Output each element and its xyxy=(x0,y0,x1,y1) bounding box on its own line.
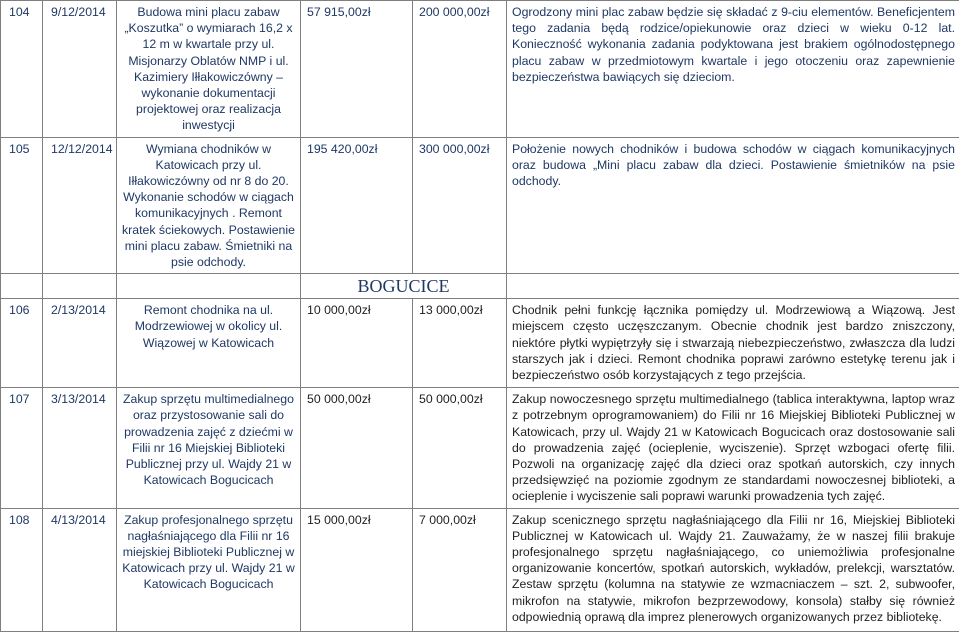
project-cost: 195 420,00zł xyxy=(301,137,413,274)
project-name: Zakup profesjonalnego sprzętu nagłaśniającego dla Filii nr 16 miejskiej Biblioteki Publicznej w Katowicach przy ul. Wajdy 21 w Katowicach Bogucicach xyxy=(117,508,301,631)
requested-amount: 50 000,00zł xyxy=(413,388,507,508)
project-description: Ogrodzony mini plac zabaw będzie się składać z 9-ciu elementów. Beneficjentem tego zadania będą rodzice/opiekunowie oraz dzieci w wieku 0-12 lat. Konieczność wykonania zadania podyktowana jest brakiem ogólnodostępnego placu zabaw w przedmiotowym kwartale i jego otoczeniu oraz zapewnienie bezpieczeństwa bawiących się dzieciom. xyxy=(507,1,959,138)
project-description xyxy=(507,274,959,299)
table-row xyxy=(1,388,959,508)
project-cost: 15 000,00zł xyxy=(301,508,413,631)
row-number: 104 xyxy=(1,1,43,138)
project-description: Położenie nowych chodników i budowa schodów w ciągach komunikacyjnych oraz budowa „Mini placu zabaw dla dzieci. Postawienie śmietników na psie odchody. xyxy=(507,137,959,274)
row-number: 107 xyxy=(1,388,43,508)
table-row xyxy=(1,508,959,631)
district-label: BOGUCICE xyxy=(357,276,449,296)
project-description: Zakup scenicznego sprzętu nagłaśniającego dla Filii nr 16, Miejskiej Biblioteki Publicznej w Katowicach ul. Wajdy 21. Zauważamy, że w naszej filii brakuje profesjonalnego sprzętu nagłaśniającego, co uniemożliwia profesjonalne organizowanie koncertów, spotkań autorskich, wykładów, prelekcji, warsztatów. Zestaw sprzętu (kolumna na statywie ze wzmacniaczem – szt. 2, subwoofer, mikrofon na statywie, mikrofon bezprzewodowy, konsola) stałby się również odpowiednią oprawą dla imprez plenerowych organizowanych przez bibliotekę. xyxy=(507,508,959,631)
project-name: Budowa mini placu zabaw „Koszutka” o wymiarach 16,2 x 12 m w kwartale przy ul. Misjonarzy Oblatów NMP i ul. Kazimiery Iłłakowiczówny – wykonanie dokumentacji projektowej oraz realizacja inwestycji xyxy=(117,1,301,138)
requested-amount: 200 000,00zł xyxy=(413,1,507,138)
table-row xyxy=(1,274,959,299)
requested-amount: 7 000,00zł xyxy=(413,508,507,631)
row-date: 3/13/2014 xyxy=(43,388,117,508)
district-header xyxy=(301,274,507,299)
requested-amount: 13 000,00zł xyxy=(413,299,507,388)
row-date: 4/13/2014 xyxy=(43,508,117,631)
project-cost: 50 000,00zł xyxy=(301,388,413,508)
project-name: Remont chodnika na ul. Modrzewiowej w okolicy ul. Wiązowej w Katowicach xyxy=(117,299,301,388)
project-name xyxy=(117,274,301,299)
table-row xyxy=(1,1,959,138)
row-date xyxy=(43,274,117,299)
project-cost: 57 915,00zł xyxy=(301,1,413,138)
project-name: Zakup sprzętu multimedialnego oraz przystosowanie sali do prowadzenia zajęć z dziećmi w Filii nr 16 Miejskiej Biblioteki Publicznej przy ul. Wajdy 21 w Katowicach Bogucicach xyxy=(117,388,301,508)
requested-amount: 300 000,00zł xyxy=(413,137,507,274)
row-number: 108 xyxy=(1,508,43,631)
row-date: 2/13/2014 xyxy=(43,299,117,388)
row-date: 12/12/2014 xyxy=(43,137,117,274)
project-description: Chodnik pełni funkcję łącznika pomiędzy ul. Modrzewiową a Wiązową. Jest miejscem często uczęszczanym. Obecnie chodnik jest bardzo zniszczony, niektóre płytki wypiętrzyły się i stwarzają niebezpieczeństwo, zwłaszcza dla ludzi starszych jak i dzieci. Remont chodnika poprawi zarówno estetykę terenu jak i bezpieczeństwo osób korzystających z tego przejścia. xyxy=(507,299,959,388)
row-number: 105 xyxy=(1,137,43,274)
table-row xyxy=(1,137,959,274)
project-description: Zakup nowoczesnego sprzętu multimedialnego (tablica interaktywna, laptop wraz z potrzebnym oprogramowaniem) do Filii nr 16 Miejskiej Biblioteki Publicznej w Katowicach, przy ul. Wajdy 21 w Katowicach Bogucicach oraz dostosowanie sali do prowadzenia zajęć (ocieplenie, wyciszenie). Sprzęt wzbogaci ofertę filii. Pozwoli na organizację zajęć dla dzieci oraz spotkań autorskich, czy innych przedsięwzięć na poziomie zgodnym ze standardami nowoczesnej biblioteki, a ocieplenie i wyciszenie sali poprawi warunki prowadzenia tych zajęć. xyxy=(507,388,959,508)
row-number xyxy=(1,274,43,299)
project-name: Wymiana chodników w Katowicach przy ul. Iłłakowiczówny od nr 8 do 20. Wykonanie schodów w ciągach komunikacyjnych . Remont kratek ściekowych. Postawienie mini placu zabaw. Śmietniki na psie odchody. xyxy=(117,137,301,274)
row-date: 9/12/2014 xyxy=(43,1,117,138)
project-cost: 10 000,00zł xyxy=(301,299,413,388)
table-row xyxy=(1,299,959,388)
row-number: 106 xyxy=(1,299,43,388)
